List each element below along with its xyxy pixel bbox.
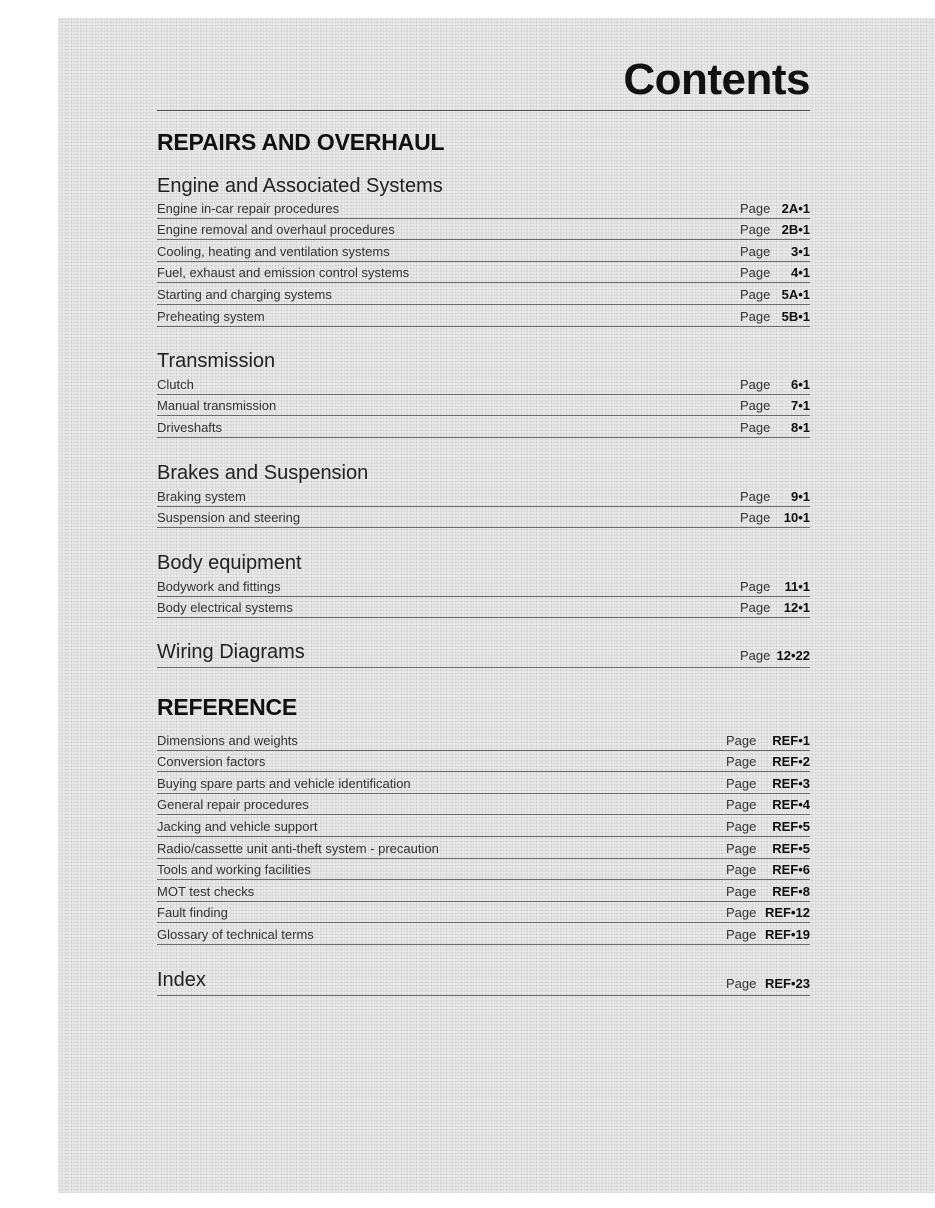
toc-entry-index[interactable]: [157, 968, 810, 996]
page-number: 10•1: [783, 510, 810, 526]
entry-label: MOT test checks: [157, 883, 255, 899]
page-word: Page: [740, 600, 771, 616]
page-word: Page: [740, 419, 771, 435]
page-number: 5A•1: [781, 286, 810, 302]
entry-page-ref: [726, 976, 810, 992]
entry-list-body: [157, 575, 810, 618]
entry-label: Body electrical systems: [157, 600, 293, 616]
entry-page-ref: [726, 905, 810, 921]
entry-label: Manual transmission: [157, 398, 277, 414]
entry-page-ref: [726, 797, 810, 813]
page-word: Page: [726, 976, 757, 991]
page-word: Page: [740, 488, 771, 504]
entry-label: Driveshafts: [157, 419, 223, 435]
page-number: REF•3: [772, 775, 810, 791]
entry-page-ref: [726, 819, 810, 835]
entry-page-ref: [740, 265, 810, 281]
entry-label: Cooling, heating and ventilation systems: [157, 243, 390, 259]
page-number: REF•1: [772, 732, 810, 748]
entry-page-ref: [740, 287, 810, 303]
page-number: REF•5: [772, 840, 810, 856]
entry-page-ref: [740, 244, 810, 260]
page-number: REF•4: [772, 797, 810, 813]
page-word: Page: [740, 243, 771, 259]
entry-label: Index: [157, 969, 206, 991]
entry-label: Suspension and steering: [157, 510, 301, 526]
entry-page-ref: [740, 510, 810, 526]
page-word: Page: [726, 905, 757, 921]
section-heading-engine: Engine and Associated Systems: [157, 175, 443, 197]
entry-page-ref: [740, 377, 810, 393]
entry-page-ref: [726, 733, 810, 749]
entry-label: Conversion factors: [157, 754, 266, 770]
page-number: 9•1: [790, 488, 810, 504]
page-number: 12•1: [783, 600, 810, 616]
page-number: 2B•1: [781, 222, 810, 238]
page-number: 2A•1: [781, 200, 810, 216]
toc-entry[interactable]: [157, 859, 810, 881]
toc-entry[interactable]: [157, 507, 810, 529]
toc-entry[interactable]: [157, 197, 810, 219]
page-word: Page: [726, 926, 757, 942]
entry-list-brakes: [157, 485, 810, 528]
toc-entry[interactable]: [157, 751, 810, 773]
entry-label: Radio/cassette unit anti-theft system - precaution: [157, 840, 439, 856]
page-word: Page: [726, 883, 757, 899]
toc-entry[interactable]: [157, 902, 810, 924]
toc-entry-wiring-diagrams[interactable]: [157, 640, 810, 668]
entry-page-ref: [740, 600, 810, 616]
page-number: 12•22: [776, 648, 810, 663]
entry-label: Glossary of technical terms: [157, 926, 314, 942]
page-number: 11•1: [784, 578, 810, 594]
page-number: 6•1: [790, 376, 810, 392]
entry-label: Jacking and vehicle support: [157, 818, 318, 834]
toc-entry[interactable]: [157, 575, 810, 597]
page-number: 5B•1: [781, 308, 810, 324]
page-word: Page: [740, 200, 771, 216]
page-number: REF•19: [764, 926, 810, 942]
section-heading-body: Body equipment: [157, 552, 302, 574]
entry-page-ref: [740, 222, 810, 238]
page-word: Page: [740, 648, 771, 663]
title-bar: [157, 54, 810, 111]
entry-page-ref: [740, 398, 810, 414]
page-word: Page: [740, 510, 771, 526]
entry-label: General repair procedures: [157, 797, 309, 813]
page-number: 3•1: [790, 243, 810, 259]
page-word: Page: [726, 862, 757, 878]
section-heading-transmission: Transmission: [157, 350, 276, 372]
part-heading-reference: REFERENCE: [157, 694, 298, 720]
entry-label: Buying spare parts and vehicle identification: [157, 775, 411, 791]
page-word: Page: [740, 222, 771, 238]
toc-entry[interactable]: [157, 373, 810, 395]
page-word: Page: [726, 818, 757, 834]
entry-list-engine: [157, 197, 810, 327]
entry-page-ref: [740, 489, 810, 505]
toc-entry[interactable]: [157, 305, 810, 327]
entry-page-ref: [726, 841, 810, 857]
toc-entry[interactable]: [157, 729, 810, 751]
entry-label: Preheating system: [157, 308, 265, 324]
page-word: Page: [740, 265, 771, 281]
entry-page-ref: [726, 862, 810, 878]
entry-label: Engine in-car repair procedures: [157, 200, 340, 216]
page-word: Page: [740, 578, 771, 594]
entry-label: Clutch: [157, 376, 194, 392]
page-word: Page: [740, 308, 771, 324]
page-word: Page: [726, 732, 757, 748]
page-number: REF•8: [772, 883, 810, 899]
entry-page-ref: [740, 579, 810, 595]
entry-list-transmission: [157, 373, 810, 438]
part-heading-repairs: REPAIRS AND OVERHAUL: [157, 129, 445, 155]
entry-page-ref: [726, 776, 810, 792]
toc-entry[interactable]: [157, 597, 810, 619]
entry-page-ref: [726, 927, 810, 943]
toc-entry[interactable]: [157, 240, 810, 262]
page-word: Page: [726, 754, 757, 770]
entry-page-ref: [740, 309, 810, 325]
entry-list-reference: [157, 729, 810, 945]
toc-entry[interactable]: [157, 416, 810, 438]
entry-page-ref: [726, 754, 810, 770]
toc-entry[interactable]: [157, 837, 810, 859]
entry-label: Braking system: [157, 488, 246, 504]
page-number: REF•2: [772, 754, 810, 770]
toc-entry[interactable]: [157, 923, 810, 945]
toc-entry[interactable]: [157, 880, 810, 902]
page-number: REF•5: [772, 818, 810, 834]
page-word: Page: [726, 775, 757, 791]
entry-label: Engine removal and overhaul procedures: [157, 222, 395, 238]
page-word: Page: [726, 797, 757, 813]
entry-label: Wiring Diagrams: [157, 641, 305, 663]
page-number: REF•6: [772, 862, 810, 878]
page-word: Page: [740, 398, 771, 414]
entry-page-ref: [726, 884, 810, 900]
toc-entry[interactable]: [157, 219, 810, 241]
toc-entry[interactable]: [157, 395, 810, 417]
page-number: REF•23: [764, 976, 810, 991]
toc-entry[interactable]: [157, 485, 810, 507]
toc-entry[interactable]: [157, 262, 810, 284]
entry-label: Dimensions and weights: [157, 732, 298, 748]
entry-page-ref: [740, 420, 810, 436]
entry-label: Fault finding: [157, 905, 228, 921]
entry-label: Starting and charging systems: [157, 286, 332, 302]
toc-entry[interactable]: [157, 794, 810, 816]
entry-page-ref: [740, 201, 810, 217]
page-word: Page: [740, 376, 771, 392]
entry-label: Bodywork and fittings: [157, 578, 281, 594]
entry-label: Tools and working facilities: [157, 862, 311, 878]
toc-entry[interactable]: [157, 772, 810, 794]
page-number: 7•1: [790, 398, 810, 414]
page-word: Page: [740, 286, 771, 302]
page-title: Contents: [623, 55, 810, 104]
page-number: 4•1: [790, 265, 810, 281]
section-heading-brakes: Brakes and Suspension: [157, 462, 369, 484]
page-number: 8•1: [790, 419, 810, 435]
toc-entry[interactable]: [157, 283, 810, 305]
entry-page-ref: [740, 648, 810, 664]
entry-label: Fuel, exhaust and emission control systems: [157, 265, 410, 281]
page-number: REF•12: [764, 905, 810, 921]
page-word: Page: [726, 840, 757, 856]
toc-entry[interactable]: [157, 815, 810, 837]
